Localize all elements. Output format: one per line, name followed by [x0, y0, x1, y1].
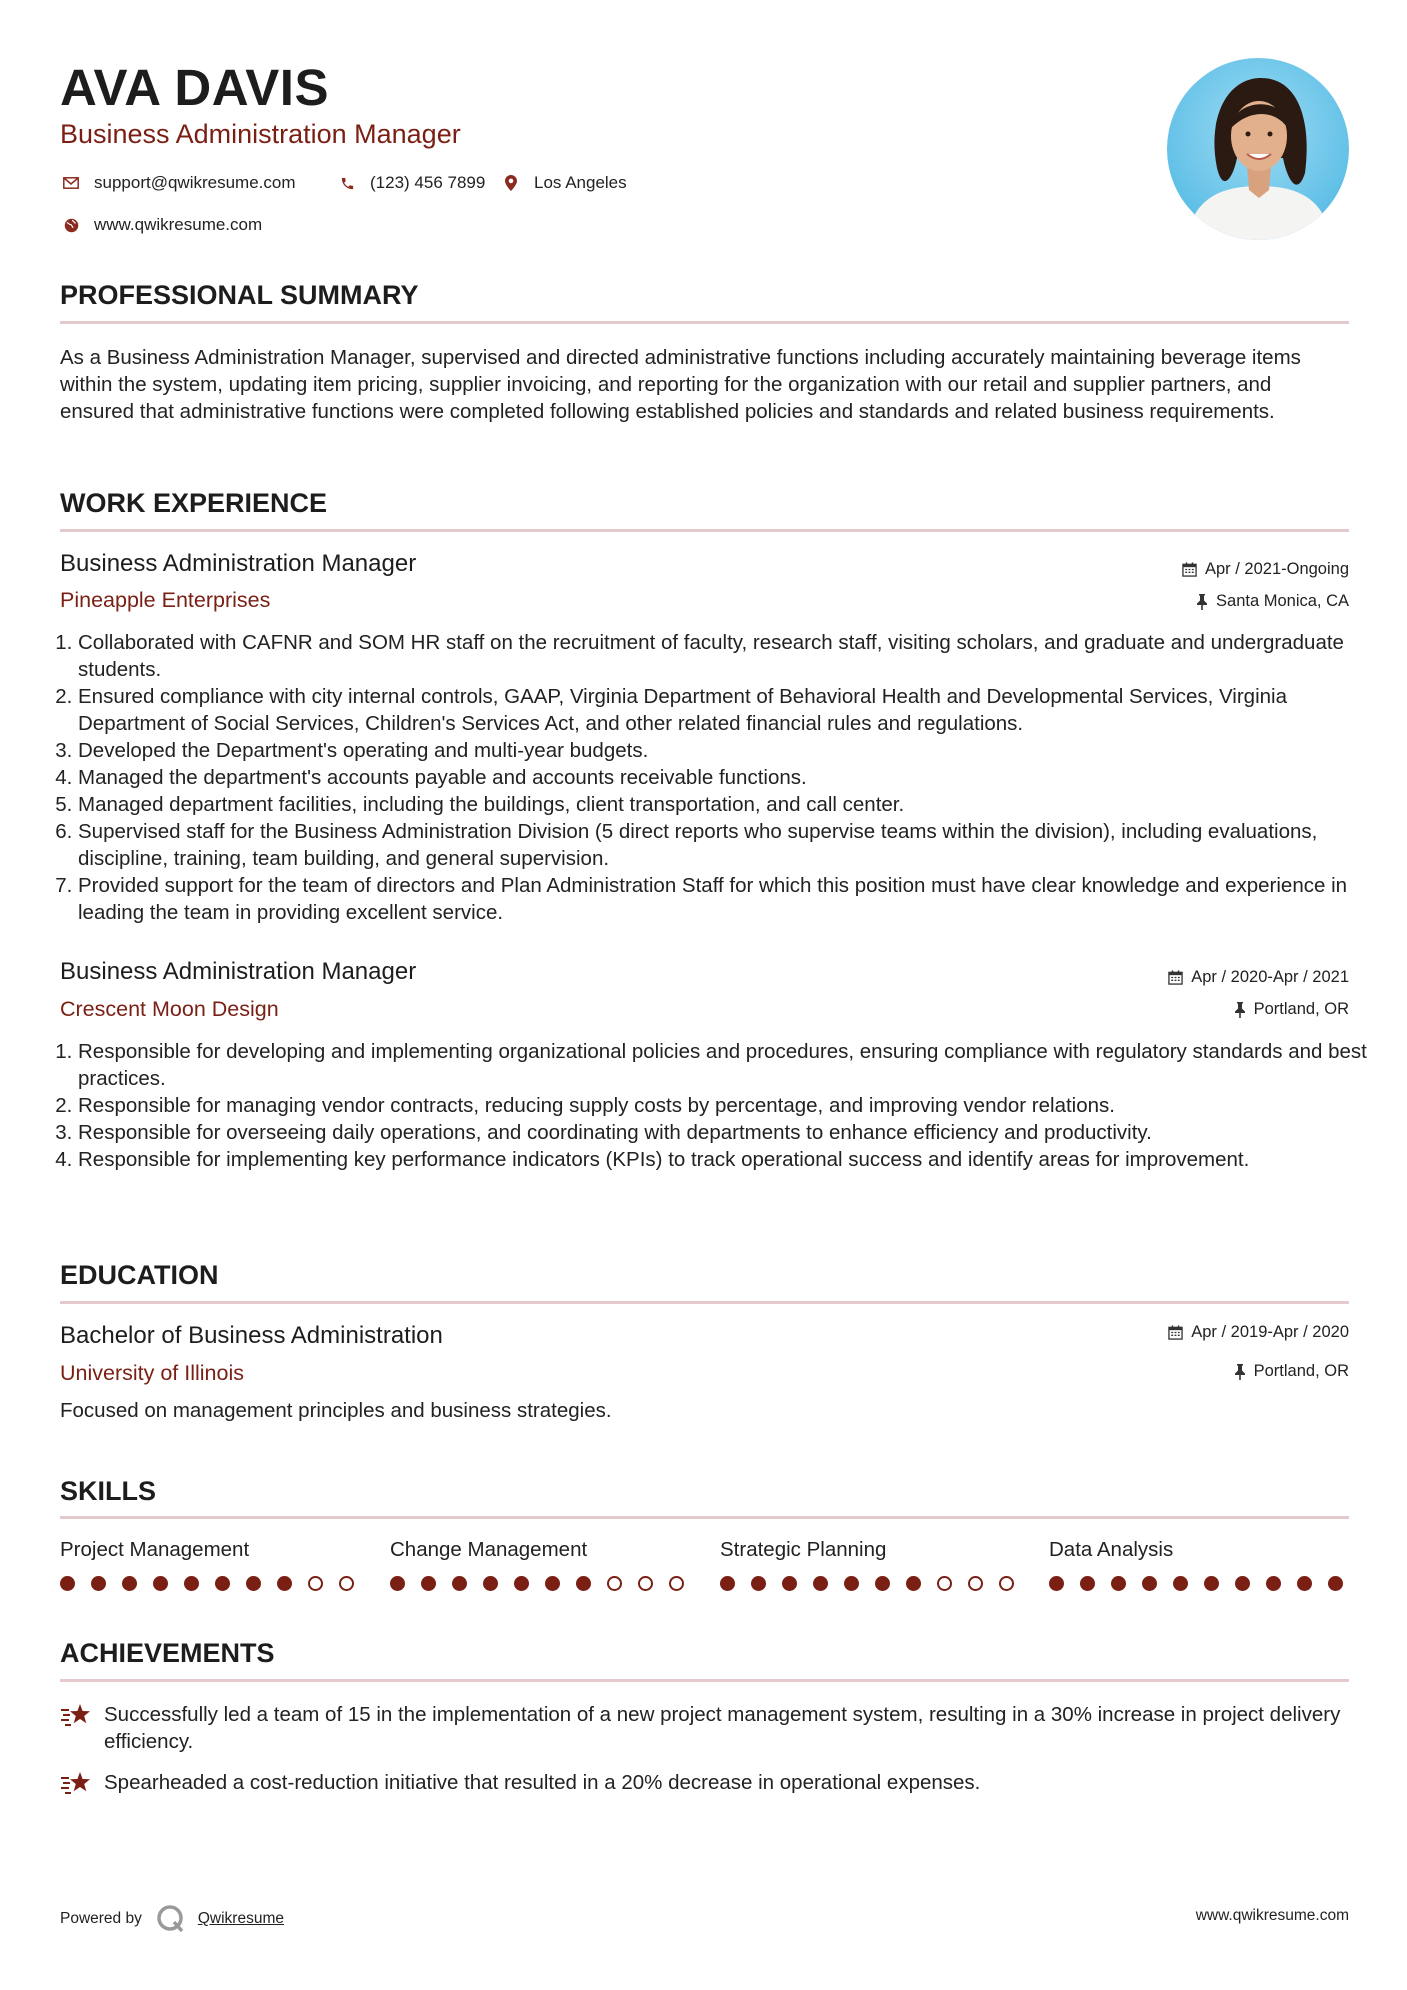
job-bullet: 4. Managed the department's accounts payable and accounts receivable functions. — [78, 764, 1368, 791]
rating-dot-filled — [452, 1576, 467, 1591]
job-bullet: 1. Collaborated with CAFNR and SOM HR staff on the recruitment of faculty, research staff, visiting scholars, and graduate and undergraduate students. — [78, 629, 1368, 683]
rating-dot-filled — [1173, 1576, 1188, 1591]
experience-heading: WORK EXPERIENCE — [60, 488, 328, 518]
website-contact[interactable] — [60, 214, 262, 236]
achievement-text: Successfully led a team of 15 in the implementation of a new project management system, resulting in a 30% increase in project delivery efficiency. — [104, 1703, 1341, 1753]
rating-dot-filled — [751, 1576, 766, 1591]
rating-dot-filled — [184, 1576, 199, 1591]
calendar-icon — [1168, 1325, 1183, 1340]
job-dates-text: Apr / 2021-Ongoing — [1204, 560, 1349, 578]
rating-dot-filled — [545, 1576, 560, 1591]
footer-powered — [60, 1904, 284, 1934]
job-dates — [1168, 968, 1349, 987]
job-location — [1234, 1000, 1349, 1019]
skill-item — [390, 1538, 684, 1591]
footer-url[interactable]: www.qwikresume.com — [1195, 1907, 1349, 1924]
rating-dot-filled — [576, 1576, 591, 1591]
education-dates-text: Apr / 2019-Apr / 2020 — [1191, 1323, 1349, 1341]
rating-dot-filled — [1142, 1576, 1157, 1591]
education-location-text: Portland, OR — [1253, 1362, 1349, 1380]
job-company: Crescent Moon Design — [60, 997, 279, 1021]
map-pin-icon — [500, 172, 522, 194]
shooting-star-icon — [60, 1769, 92, 1797]
pushpin-icon — [1234, 1002, 1246, 1018]
rating-dot-filled — [483, 1576, 498, 1591]
email-contact[interactable] — [60, 172, 296, 194]
shooting-star-icon — [60, 1701, 92, 1729]
qwikresume-link[interactable]: Qwikresume — [197, 1910, 284, 1927]
skill-rating — [1049, 1576, 1343, 1591]
rating-dot-filled — [277, 1576, 292, 1591]
skill-item — [720, 1538, 1014, 1591]
rating-dot-empty — [937, 1576, 952, 1591]
envelope-icon — [60, 172, 82, 194]
degree-title: Bachelor of Business Administration — [60, 1322, 443, 1349]
rating-dot-filled — [215, 1576, 230, 1591]
education-description: Focused on management principles and business strategies. — [60, 1399, 612, 1422]
candidate-name: AVA DAVIS — [60, 59, 329, 116]
job-title: Business Administration Manager — [60, 550, 417, 577]
achievements-heading: ACHIEVEMENTS — [60, 1638, 275, 1668]
rating-dot-empty — [638, 1576, 653, 1591]
job-dates — [1182, 560, 1349, 579]
job-bullet: 2. Responsible for managing vendor contracts, reducing supply costs by percentage, and improving vendor relations. — [78, 1092, 1368, 1119]
skill-name: Strategic Planning — [720, 1538, 887, 1561]
skills-heading: SKILLS — [60, 1476, 157, 1506]
job-bullet: 7. Provided support for the team of directors and Plan Administration Staff for which this position must have clear knowledge and experience in leading the team in providing excellent service. — [78, 872, 1368, 926]
rating-dot-filled — [1266, 1576, 1281, 1591]
phone-text: (123) 456 7899 — [370, 173, 486, 192]
skill-name: Data Analysis — [1049, 1538, 1174, 1561]
globe-icon — [60, 214, 82, 236]
skill-rating — [390, 1576, 684, 1591]
pushpin-icon — [1234, 1364, 1246, 1380]
summary-heading: PROFESSIONAL SUMMARY — [60, 280, 419, 310]
rating-dot-empty — [968, 1576, 983, 1591]
achievement-item — [60, 1701, 1350, 1755]
rating-dot-filled — [421, 1576, 436, 1591]
rating-dot-filled — [844, 1576, 859, 1591]
phone-contact[interactable] — [336, 172, 485, 194]
school-name: University of Illinois — [60, 1361, 244, 1385]
rating-dot-empty — [308, 1576, 323, 1591]
powered-by-label: Powered by — [60, 1910, 142, 1927]
rating-dot-filled — [122, 1576, 137, 1591]
job-bullet: 5. Managed department facilities, including the buildings, client transportation, and call center. — [78, 791, 1368, 818]
rating-dot-filled — [1111, 1576, 1126, 1591]
rating-dot-filled — [390, 1576, 405, 1591]
rating-dot-filled — [91, 1576, 106, 1591]
profile-photo — [1167, 58, 1349, 240]
skill-rating — [60, 1576, 354, 1591]
calendar-icon — [1168, 970, 1183, 985]
qwikresume-logo-icon — [156, 1904, 186, 1934]
achievement-text: Spearheaded a cost-reduction initiative that resulted in a 20% decrease in operational expenses. — [104, 1771, 981, 1794]
education-location — [1234, 1362, 1349, 1381]
location-contact — [500, 172, 627, 194]
achievement-item — [60, 1769, 1350, 1797]
rating-dot-empty — [339, 1576, 354, 1591]
job-bullet: 1. Responsible for developing and implementing organizational policies and procedures, ensuring compliance with regulatory standards and best practices. — [78, 1038, 1368, 1092]
rating-dot-filled — [720, 1576, 735, 1591]
rating-dot-filled — [1297, 1576, 1312, 1591]
phone-icon — [336, 172, 358, 194]
rating-dot-empty — [607, 1576, 622, 1591]
job-bullet: 6. Supervised staff for the Business Administration Division (5 direct reports who supervise teams within the division), including evaluations, discipline, training, team building, and general supervision. — [78, 818, 1368, 872]
candidate-title: Business Administration Manager — [60, 119, 461, 149]
job-location-text: Santa Monica, CA — [1216, 592, 1349, 610]
job-bullet: 3. Responsible for overseeing daily operations, and coordinating with departments to enhance efficiency and productivity. — [78, 1119, 1368, 1146]
job-bullets — [60, 1038, 1368, 1173]
pushpin-icon — [1196, 594, 1208, 610]
job-bullet: 3. Developed the Department's operating and multi-year budgets. — [78, 737, 1368, 764]
education-heading: EDUCATION — [60, 1260, 219, 1290]
job-location — [1196, 592, 1349, 611]
job-bullet: 2. Ensured compliance with city internal controls, GAAP, Virginia Department of Behavioral Health and Developmental Services, Virginia Department of Social Services, Children's Services Act, and other related financial rules and regulations. — [78, 683, 1368, 737]
calendar-icon — [1182, 562, 1197, 577]
education-dates — [1168, 1323, 1349, 1342]
location-text: Los Angeles — [534, 173, 627, 192]
rating-dot-filled — [875, 1576, 890, 1591]
rating-dot-filled — [514, 1576, 529, 1591]
education-divider — [60, 1301, 1349, 1304]
skill-name: Project Management — [60, 1538, 250, 1561]
summary-text: As a Business Administration Manager, supervised and directed administrative functions including accurately maintaining beverage items within the system, updating item pricing, supplier invoicing, and reporting for the organization with our retail and supplier partners, and ensured that administrative functions were completed following established policies and standards and related business requirements. — [60, 346, 1301, 423]
job-bullet: 4. Responsible for implementing key performance indicators (KPIs) to track operational success and identify areas for improvement. — [78, 1146, 1368, 1173]
summary-divider — [60, 321, 1349, 324]
achievements-divider — [60, 1679, 1349, 1682]
rating-dot-filled — [1235, 1576, 1250, 1591]
rating-dot-filled — [813, 1576, 828, 1591]
rating-dot-filled — [1049, 1576, 1064, 1591]
rating-dot-filled — [906, 1576, 921, 1591]
job-dates-text: Apr / 2020-Apr / 2021 — [1191, 968, 1349, 986]
job-company: Pineapple Enterprises — [60, 588, 271, 612]
job-location-text: Portland, OR — [1253, 1000, 1349, 1018]
job-bullets — [60, 629, 1368, 926]
rating-dot-filled — [1328, 1576, 1343, 1591]
rating-dot-filled — [782, 1576, 797, 1591]
rating-dot-empty — [999, 1576, 1014, 1591]
rating-dot-filled — [153, 1576, 168, 1591]
rating-dot-filled — [246, 1576, 261, 1591]
skill-item — [1049, 1538, 1343, 1591]
skill-rating — [720, 1576, 1014, 1591]
rating-dot-filled — [1204, 1576, 1219, 1591]
rating-dot-empty — [669, 1576, 684, 1591]
rating-dot-filled — [60, 1576, 75, 1591]
job-title: Business Administration Manager — [60, 958, 417, 985]
email-text: support@qwikresume.com — [94, 173, 296, 192]
skills-divider — [60, 1516, 1349, 1519]
website-text: www.qwikresume.com — [94, 215, 263, 234]
rating-dot-filled — [1080, 1576, 1095, 1591]
skill-item — [60, 1538, 354, 1591]
experience-divider — [60, 529, 1349, 532]
skill-name: Change Management — [390, 1538, 588, 1561]
